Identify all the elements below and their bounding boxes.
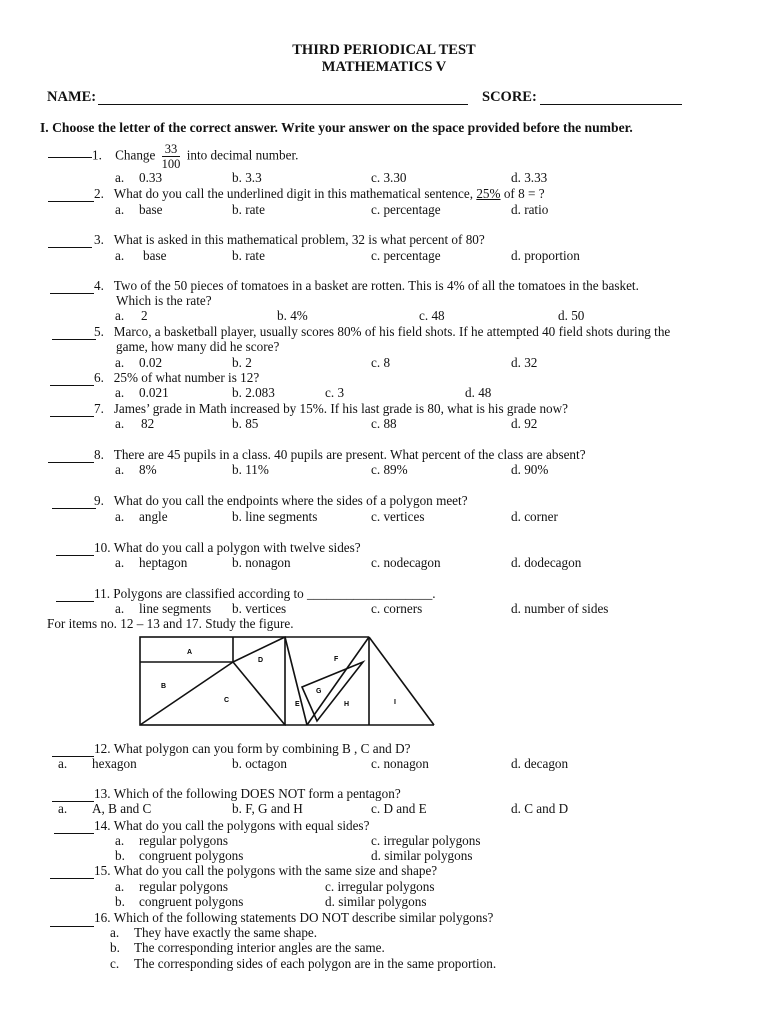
name-label: NAME: [47, 89, 97, 105]
question-2: 2. What do you call the underlined digit in this mathematical sentence, 25% of 8 = ? [94, 186, 545, 201]
choice-c: c. 89% [371, 462, 408, 477]
question-13: 13. Which of the following DOES NOT form a pentagon? [94, 786, 401, 801]
choice-d: d. 3.33 [511, 170, 548, 185]
choice-a-label: a. [115, 462, 125, 477]
choice-c: c. 48 [419, 308, 445, 323]
choice-b: b. 4% [277, 308, 308, 323]
choice-a: angle [139, 509, 168, 524]
choice-c: c. nodecagon [371, 555, 441, 570]
choice-a: heptagon [139, 555, 188, 570]
polygon-figure [135, 634, 437, 728]
question-1: 1. Change $\frac{33}{100}$ into decimal number. [92, 142, 299, 171]
choice-b: The corresponding interior angles are the same. [134, 940, 385, 955]
choice-a-label: a. [115, 601, 125, 616]
name-blank[interactable] [98, 104, 468, 105]
score-label: SCORE: [482, 89, 537, 105]
choice-a: base [139, 202, 163, 217]
choice-a: 0.02 [139, 355, 163, 370]
answer-blank-6[interactable] [50, 385, 94, 386]
choice-a: line segments [139, 601, 212, 616]
instructions: I. Choose the letter of the correct answer. Write your answer on the space provided before the number. [40, 120, 633, 135]
label-a: A [187, 649, 193, 656]
choice-c: c. 3 [325, 385, 345, 400]
choice-a-label: a. [115, 308, 125, 323]
choice-b: congruent polygons [139, 848, 244, 863]
underlined-value: 25% [476, 186, 501, 201]
question-12: 12. What polygon can you form by combining B , C and D? [94, 741, 411, 756]
choice-a-label: a. [58, 756, 68, 771]
choice-b: b. 2 [232, 355, 252, 370]
figure-triangle-g [302, 662, 363, 721]
answer-blank-10[interactable] [56, 555, 94, 556]
choice-d: d. 50 [558, 308, 585, 323]
choice-c: c. 88 [371, 416, 397, 431]
choice-c: c. 3.30 [371, 170, 407, 185]
figure-outer-left [140, 637, 285, 725]
figure-line [140, 662, 233, 725]
choice-a: 82 [141, 416, 155, 431]
question-3: 3. What is asked in this mathematical problem, 32 is what percent of 80? [94, 232, 485, 247]
label-g: G [316, 688, 322, 695]
choice-a-label: a. [115, 879, 125, 894]
question-11: 11. Polygons are classified according to ___________________. [94, 586, 436, 601]
choice-d: d. C and D [511, 801, 569, 816]
question-15: 15. What do you call the polygons with the same size and shape? [94, 863, 438, 878]
choice-a: base [143, 248, 167, 263]
choice-a-label: a. [115, 555, 125, 570]
question-14: 14. What do you call the polygons with equal sides? [94, 818, 370, 833]
choice-b-label: b. [110, 940, 120, 955]
label-c: C [224, 697, 230, 704]
choice-a-label: a. [115, 355, 125, 370]
fraction: $\frac{33}{100}$ [161, 142, 181, 171]
choice-a-label: a. [115, 170, 125, 185]
question-4-cont: Which is the rate? [116, 293, 212, 308]
choice-a: 0.33 [139, 170, 163, 185]
choice-a-label: a. [115, 202, 125, 217]
choice-d: d. 32 [511, 355, 538, 370]
figure-note: For items no. 12 – 13 and 17. Study the figure. [47, 616, 294, 631]
choice-c: c. nonagon [371, 756, 429, 771]
choice-d: d. 48 [465, 385, 492, 400]
answer-blank-7[interactable] [50, 416, 94, 417]
label-b: B [161, 683, 167, 690]
choice-a-label: a. [115, 509, 125, 524]
figure-line [369, 637, 434, 725]
choice-a-label: a. [115, 248, 125, 263]
choice-a-label: a. [115, 833, 125, 848]
choice-c: The corresponding sides of each polygon are in the same proportion. [134, 956, 497, 971]
choice-a: regular polygons [139, 833, 228, 848]
answer-blank-15[interactable] [50, 878, 94, 879]
question-4: 4. Two of the 50 pieces of tomatoes in a basket are rotten. This is 4% of all the tomatoes in the basket. [94, 278, 639, 293]
subject-title: MATHEMATICS V [321, 59, 447, 75]
choice-c: c. percentage [371, 202, 441, 217]
answer-blank-8[interactable] [48, 462, 94, 463]
choice-a: hexagon [92, 756, 137, 771]
choice-a-label: a. [58, 801, 68, 816]
answer-blank-5[interactable] [52, 339, 96, 340]
choice-b: b. nonagon [232, 555, 291, 570]
answer-blank-11[interactable] [56, 601, 94, 602]
choice-d: d. proportion [511, 248, 580, 263]
score-blank[interactable] [540, 104, 682, 105]
figure-line [233, 662, 285, 725]
choice-d: d. number of sides [511, 601, 609, 616]
choice-a: 2 [141, 308, 148, 323]
choice-c: c. irregular polygons [371, 833, 481, 848]
label-h: H [344, 701, 350, 708]
choice-b-label: b. [115, 894, 125, 909]
choice-c-label: c. [110, 956, 120, 971]
choice-c: c. vertices [371, 509, 425, 524]
question-6: 6. 25% of what number is 12? [94, 370, 260, 385]
answer-blank-16[interactable] [50, 926, 94, 927]
question-5-cont: game, how many did he score? [116, 339, 280, 354]
choice-b: b. 2.083 [232, 385, 275, 400]
choice-a: A, B and C [92, 801, 152, 816]
choice-b: b. vertices [232, 601, 287, 616]
label-f: F [334, 656, 339, 663]
choice-a: 0.021 [139, 385, 169, 400]
choice-d: d. ratio [511, 202, 549, 217]
choice-b: b. 85 [232, 416, 259, 431]
choice-b: b. octagon [232, 756, 287, 771]
choice-a: regular polygons [139, 879, 228, 894]
question-7: 7. James’ grade in Math increased by 15%. If his last grade is 80, what is his grade now? [94, 401, 569, 416]
label-d: D [258, 657, 264, 664]
answer-blank-4[interactable] [50, 293, 94, 294]
answer-blank-2[interactable] [48, 201, 94, 202]
answer-blank-14[interactable] [54, 833, 94, 834]
question-16: 16. Which of the following statements DO NOT describe similar polygons? [94, 910, 494, 925]
choice-d: d. corner [511, 509, 558, 524]
question-9: 9. What do you call the endpoints where the sides of a polygon meet? [94, 493, 468, 508]
choice-c: c. 8 [371, 355, 391, 370]
choice-d: d. similar polygons [325, 894, 427, 909]
choice-b: congruent polygons [139, 894, 244, 909]
answer-blank-3[interactable] [48, 247, 92, 248]
question-5: 5. Marco, a basketball player, usually scores 80% of his field shots. If he attempted 40 field shots during the [94, 324, 671, 339]
question-8: 8. There are 45 pupils in a class. 40 pupils are present. What percent of the class are absent? [94, 447, 586, 462]
choice-b-label: b. [115, 848, 125, 863]
choice-b: b. 3.3 [232, 170, 262, 185]
figure-line [285, 637, 307, 725]
answer-blank-9[interactable] [52, 508, 96, 509]
label-i: I [394, 699, 396, 706]
choice-d: d. 92 [511, 416, 538, 431]
choice-b: b. 11% [232, 462, 269, 477]
choice-a-label: a. [110, 925, 120, 940]
choice-d: d. dodecagon [511, 555, 582, 570]
answer-blank-1[interactable] [48, 157, 92, 158]
question-10: 10. What do you call a polygon with twelve sides? [94, 540, 361, 555]
choice-b: b. rate [232, 202, 265, 217]
label-e: E [295, 701, 300, 708]
choice-c: c. corners [371, 601, 423, 616]
test-title: THIRD PERIODICAL TEST [292, 42, 476, 58]
choice-d: d. similar polygons [371, 848, 473, 863]
choice-c: c. irregular polygons [325, 879, 435, 894]
choice-a: 8% [139, 462, 157, 477]
choice-b: b. rate [232, 248, 265, 263]
choice-a-label: a. [115, 416, 125, 431]
choice-a: They have exactly the same shape. [134, 925, 318, 940]
choice-b: b. F, G and H [232, 801, 303, 816]
choice-c: c. D and E [371, 801, 427, 816]
choice-d: d. decagon [511, 756, 569, 771]
choice-c: c. percentage [371, 248, 441, 263]
choice-d: d. 90% [511, 462, 549, 477]
choice-a-label: a. [115, 385, 125, 400]
question-number: 1. [92, 147, 102, 163]
choice-b: b. line segments [232, 509, 318, 524]
